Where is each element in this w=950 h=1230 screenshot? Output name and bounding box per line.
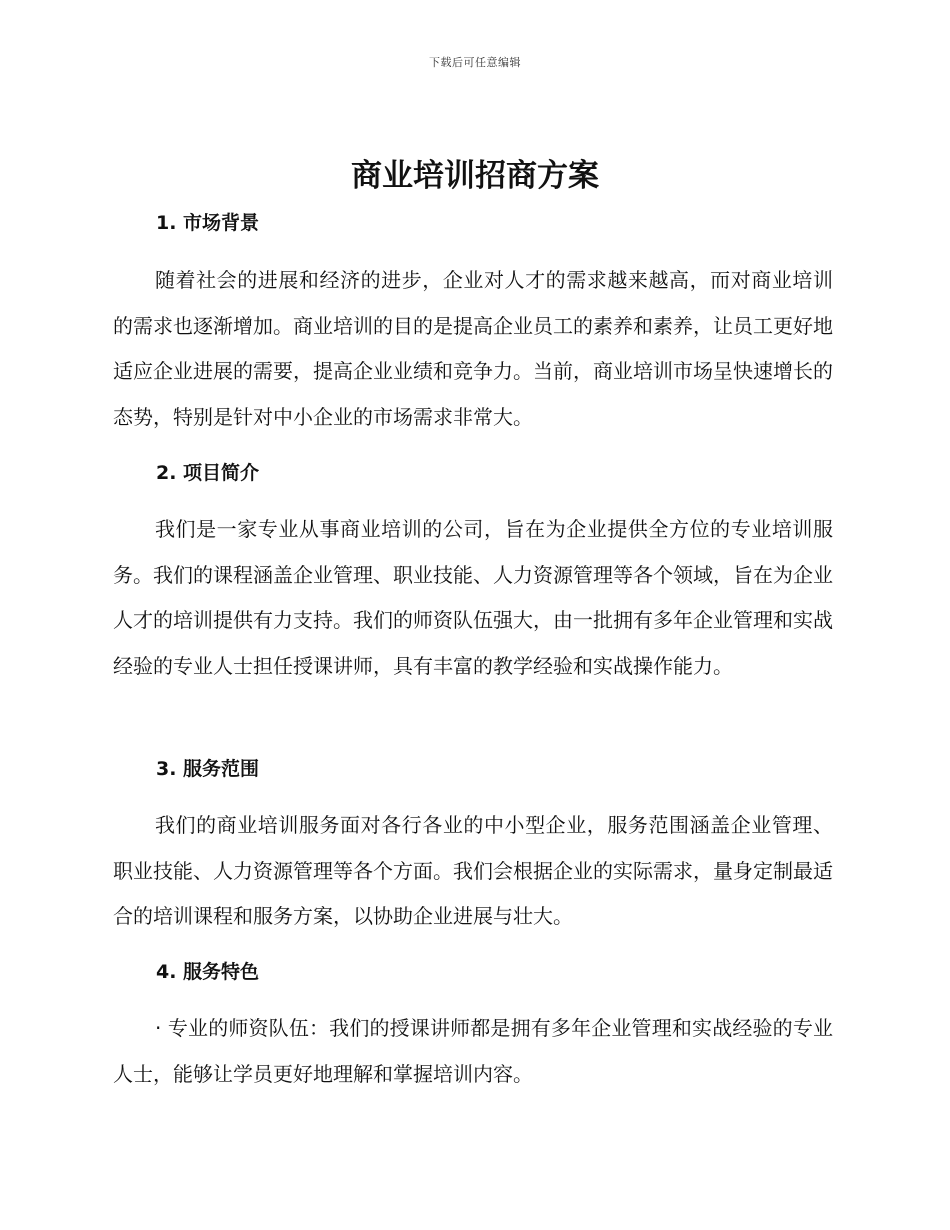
section-paragraph-service-features: · 专业的师资队伍：我们的授课讲师都是拥有多年企业管理和实战经验的专业人士，能够让学员更好地理解和掌握培训内容。 — [113, 1016, 833, 1086]
section-paragraph-service-scope: 我们的商业培训服务面对各行各业的中小型企业，服务范围涵盖企业管理、职业技能、人力资源管理等各个方面。我们会根据企业的实际需求，量身定制最适合的培训课程和服务方案，以协助企业进展与壮大。 — [113, 813, 833, 929]
section-heading-market-background: 1. 市场背景 — [156, 212, 260, 234]
header-note: 下载后可任意编辑 — [429, 56, 521, 69]
section-heading-project-intro: 2. 项目简介 — [156, 462, 260, 484]
section-paragraph-project-intro: 我们是一家专业从事商业培训的公司，旨在为企业提供全方位的专业培训服务。我们的课程涵盖企业管理、职业技能、人力资源管理等各个领域，旨在为企业人才的培训提供有力支持。我们的师资队伍强大，由一批拥有多年企业管理和实战经验的专业人士担任授课讲师，具有丰富的教学经验和实战操作能力。 — [113, 517, 833, 679]
document-title: 商业培训招商方案 — [351, 158, 599, 194]
section-heading-service-features: 4. 服务特色 — [156, 961, 260, 983]
section-paragraph-market-background: 随着社会的进展和经济的进步，企业对人才的需求越来越高，而对商业培训的需求也逐渐增加。商业培训的目的是提高企业员工的素养和素养，让员工更好地适应企业进展的需要，提高企业业绩和竞争力。当前，商业培训市场呈快速增长的态势，特别是针对中小企业的市场需求非常大。 — [113, 268, 833, 430]
section-heading-service-scope: 3. 服务范围 — [156, 758, 260, 780]
